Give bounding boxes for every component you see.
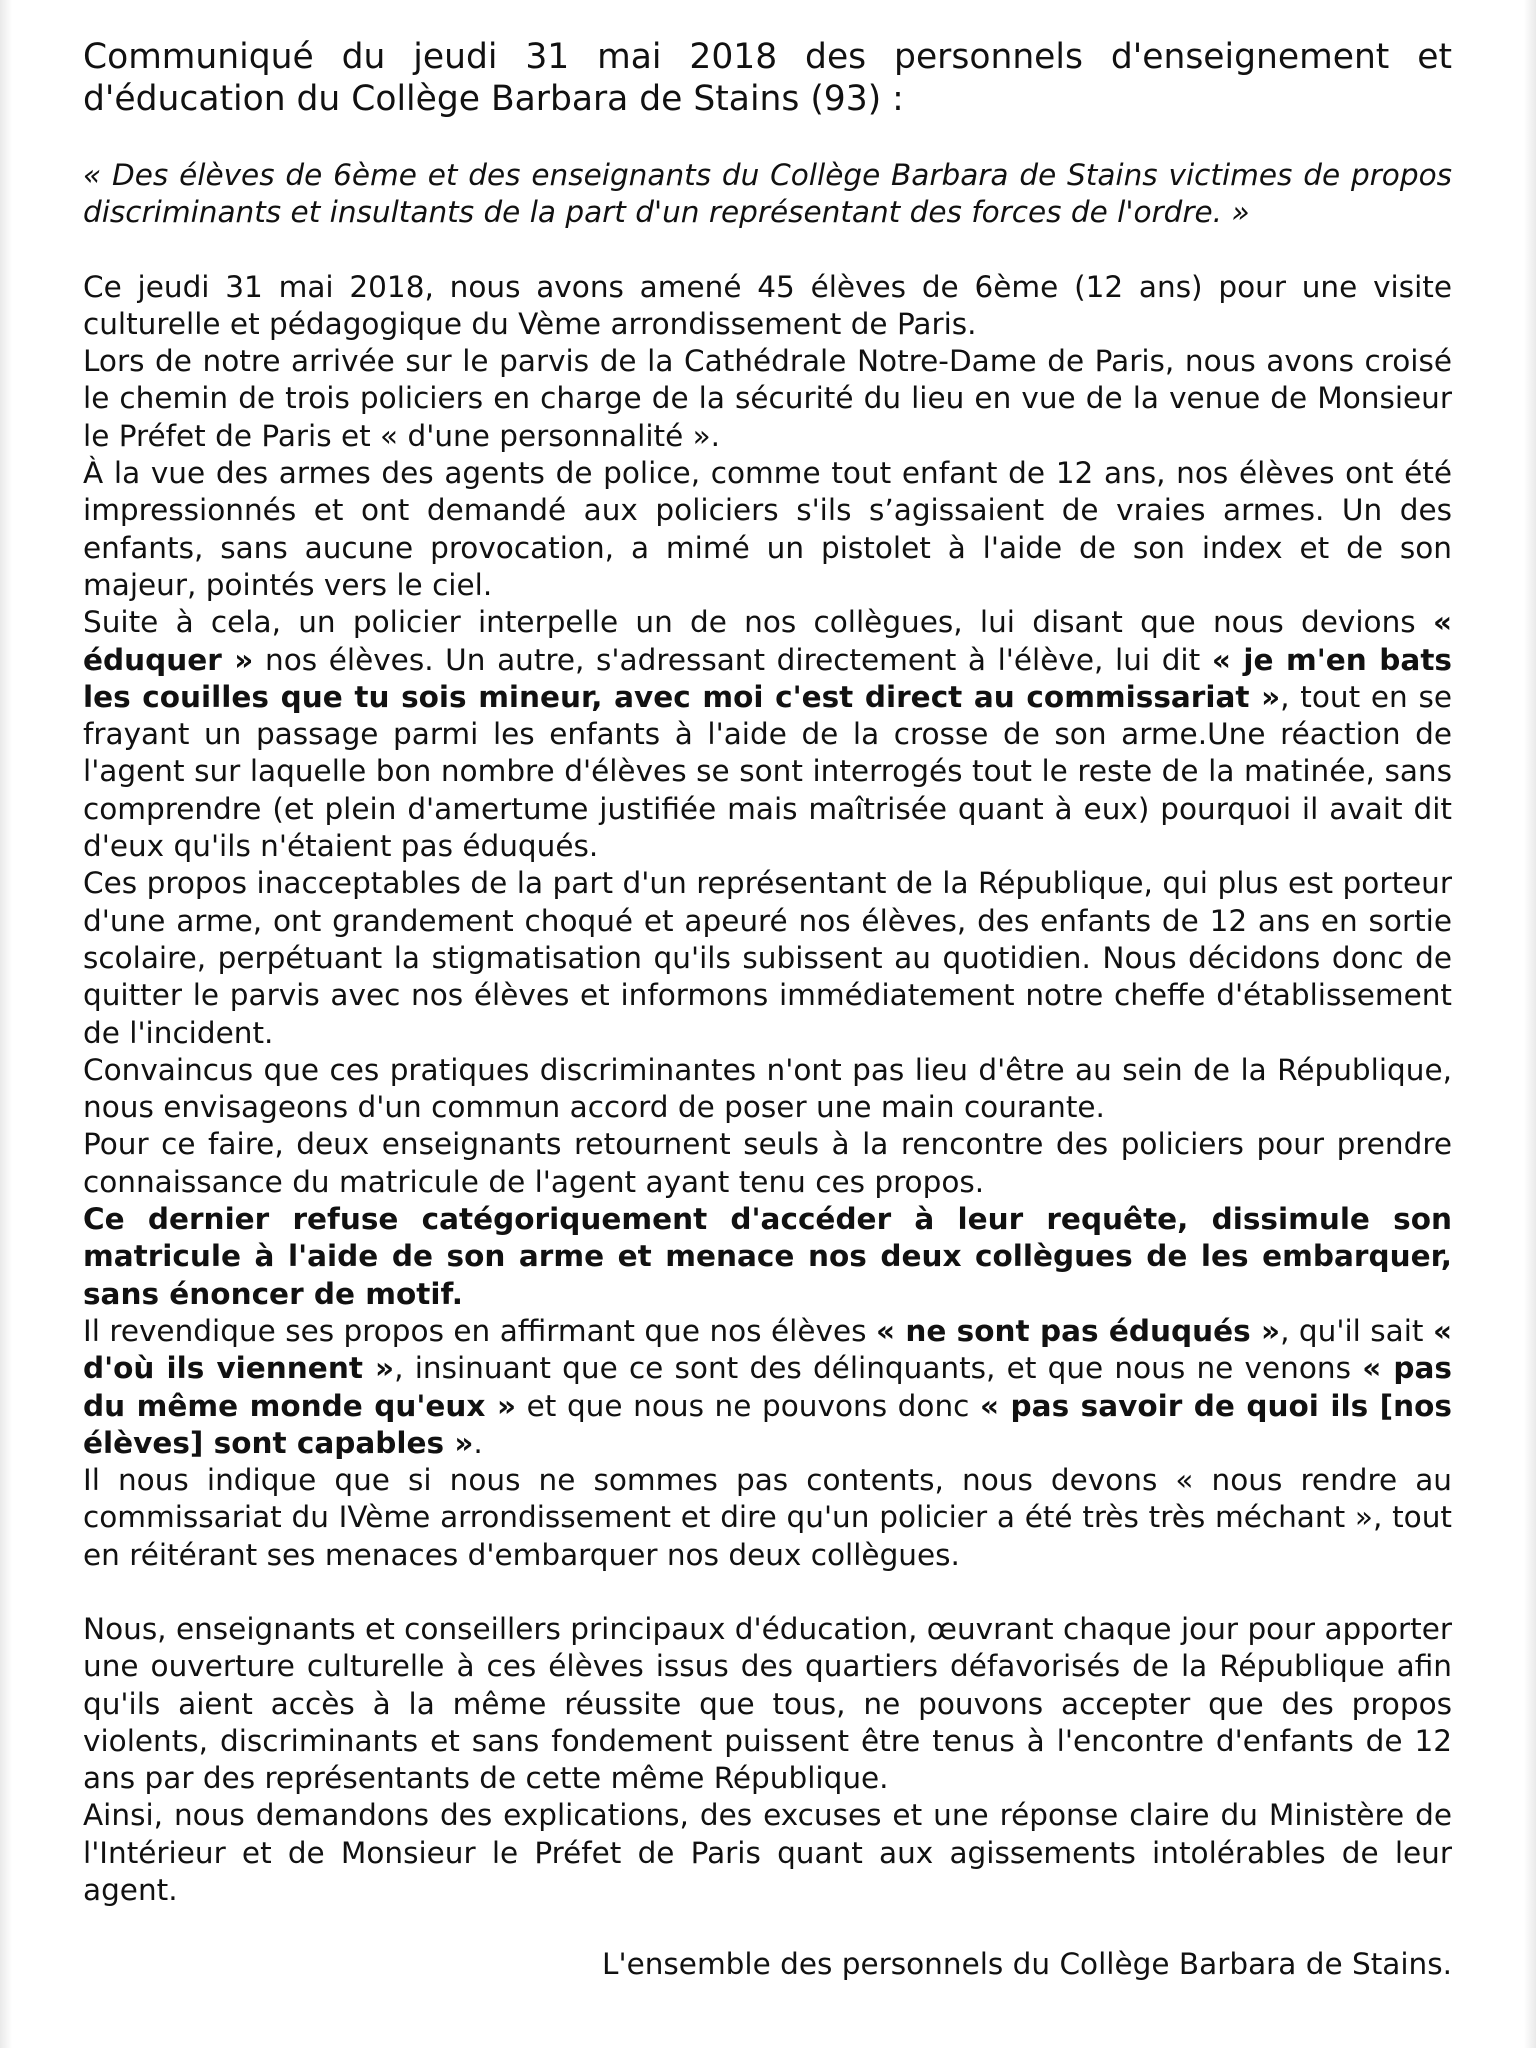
bold-quote: « pas du même monde qu'eux » bbox=[83, 1351, 1452, 1423]
bold-quote: « je m'en bats les couilles que tu sois mineur, avec moi c'est direct au commissariat » bbox=[83, 642, 1452, 714]
text-span: , tout en se frayant un passage parmi les enfants à l'aide de la crosse de son arme.Une réaction de l'agent sur laquelle bon nombre d'élèves se sont interrogés tout le reste de la matinée, sans comprendre (et plein d'amertume justifiée mais maîtrisée quant à eux) pourquoi il avait dit d'eux qu'ils n'étaient pas éduqués. bbox=[83, 679, 1452, 864]
paragraph-main-courante: Convaincus que ces pratiques discriminantes n'ont pas lieu d'être au sein de la République, nous envisageons d'un commun accord de poser une main courante. bbox=[83, 1052, 1452, 1125]
document-body bbox=[83, 269, 1452, 1910]
paragraph-arrival: Lors de notre arrivée sur le parvis de la Cathédrale Notre-Dame de Paris, nous avons croisé le chemin de trois policiers en charge de la sécurité du lieu en vue de la venue de Monsieur le Préfet de Paris et « d'une personnalité ». bbox=[83, 344, 1452, 453]
text-span: . bbox=[473, 1425, 483, 1460]
document bbox=[83, 36, 1452, 2013]
headline-quote: « Des élèves de 6ème et des enseignants du Collège Barbara de Stains victimes de propos discriminants et insultants de la part d'un représentant des forces de l'ordre. » bbox=[83, 158, 1452, 230]
text-span: Suite à cela, un policier interpelle un de nos collègues, lui disant que nous devions bbox=[83, 605, 1433, 640]
signature: L'ensemble des personnels du Collège Barbara de Stains. bbox=[602, 1947, 1452, 1982]
page-edge-left bbox=[0, 0, 12, 2048]
paragraph-statement: Nous, enseignants et conseillers principaux d'éducation, œuvrant chaque jour pour apporter une ouverture culturelle à ces élèves issus des quartiers défavorisés de la République afin qu'ils aient accès à la même réussite que tous, ne pouvons accepter que des propos violents, discriminants et sans fondement puissent être tenus à l'encontre d'enfants de 12 ans par des représentants de cette même République. bbox=[83, 1611, 1452, 1796]
paragraph-threats: Il nous indique que si nous ne sommes pas contents, nous devons « nous rendre au commissariat du IVème arrondissement et dire qu'un policier a été très très méchant », tout en réitérant ses menaces d'embarquer nos deux collègues. bbox=[83, 1463, 1452, 1572]
paragraph-weapons: À la vue des armes des agents de police, comme tout enfant de 12 ans, nos élèves ont été impressionnés et ont demandé aux policiers s'ils s’agissaient de vraies armes. Un des enfants, sans aucune provocation, a mimé un pistolet à l'aide de son index et de son majeur, pointés vers le ciel. bbox=[83, 456, 1452, 602]
paragraph-visit: Ce jeudi 31 mai 2018, nous avons amené 45 élèves de 6ème (12 ans) pour une visite culturelle et pédagogique du Vème arrondissement de Paris. bbox=[83, 269, 1452, 341]
text-span: et que nous ne pouvons donc bbox=[516, 1388, 980, 1423]
text-span: , insinuant que ce sont des délinquants, et que nous ne venons bbox=[394, 1351, 1363, 1386]
paragraph-demands: Ainsi, nous demandons des explications, des excuses et une réponse claire du Ministère de l'Intérieur et de Monsieur le Préfet de Paris quant aux agissements intolérables de leur agent. bbox=[83, 1798, 1452, 1908]
paragraph-shock: Ces propos inacceptables de la part d'un représentant de la République, qui plus est porteur d'une arme, ont grandement choqué et apeuré nos élèves, des enfants de 12 ans en sortie scolaire, perpétuant la stigmatisation qu'ils subissent au quotidien. Nous décidons donc de quitter le parvis avec nos élèves et informons immédiatement notre cheffe d'établissement de l'incident. bbox=[83, 866, 1452, 1050]
bold-quote: « d'où ils viennent » bbox=[83, 1313, 1453, 1386]
text-span: nos élèves. Un autre, s'adressant directement à l'élève, lui dit bbox=[253, 642, 1212, 677]
bold-quote: « ne sont pas éduqués » bbox=[875, 1313, 1281, 1348]
paragraph-matricule: Pour ce faire, deux enseignants retournent seuls à la rencontre des policiers pour prendre connaissance du matricule de l'agent ayant tenu ces propos. bbox=[83, 1127, 1452, 1199]
paragraph-claims bbox=[83, 1313, 1452, 1462]
paragraph-incident bbox=[83, 604, 1452, 865]
bold-quote: « éduquer » bbox=[83, 605, 1452, 677]
bold-quote: « pas savoir de quoi ils [nos élèves] sont capables » bbox=[83, 1388, 1452, 1460]
paragraph-refusal bbox=[83, 1201, 1452, 1313]
text-span: , qu'il sait bbox=[1280, 1313, 1433, 1348]
text-span: Il revendique ses propos en affirmant que nos élèves bbox=[83, 1313, 876, 1348]
bold-text: Ce dernier refuse catégoriquement d'accéder à leur requête, dissimule son matricule à l'aide de son arme et menace nos deux collègues de les embarquer, sans énoncer de motif. bbox=[83, 1202, 1452, 1311]
document-title: Communiqué du jeudi 31 mai 2018 des personnels d'enseignement et d'éducation du Collège Barbara de Stains (93) : bbox=[83, 37, 1452, 119]
page-edge-right bbox=[1524, 0, 1536, 2048]
